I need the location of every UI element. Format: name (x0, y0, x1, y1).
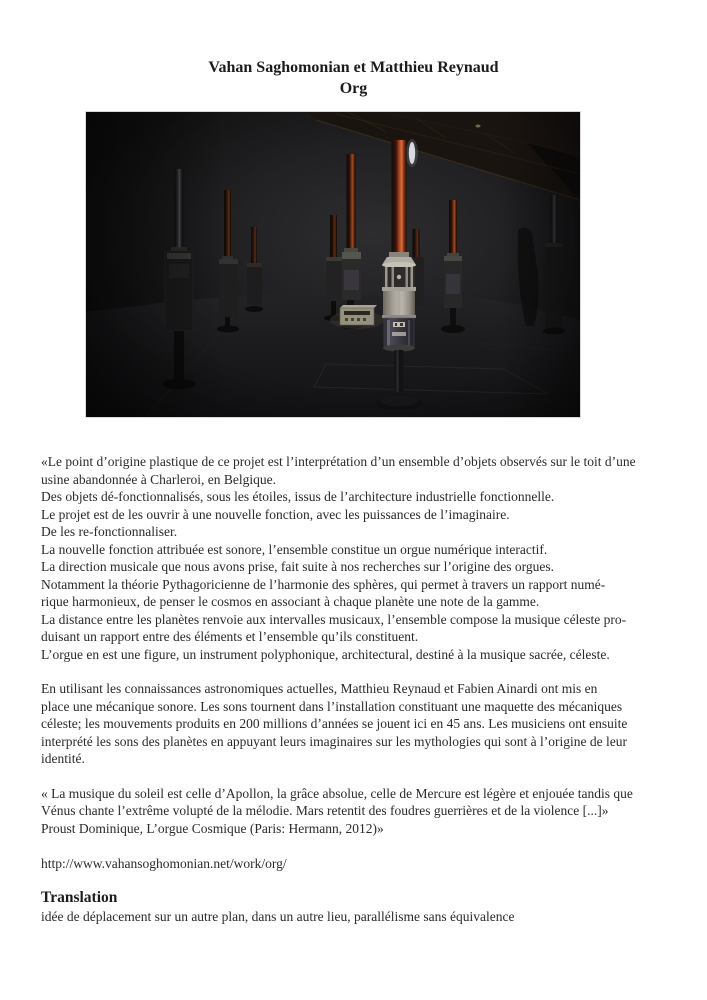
body-text-line: En utilisant les connaissances astronomiques actuelles, Matthieu Reynaud et Fabien Ainardi ont mis en (41, 681, 598, 696)
body-text-line: céleste; les mouvements produits en 200 millions d’années se jouent ici en 45 ans. Les musiciens ont ensuite (41, 716, 628, 731)
translation-text: idée de déplacement sur un autre plan, dans un autre lieu, parallélisme sans équivalence (41, 908, 515, 924)
body-text-line: La nouvelle fonction attribuée est sonore, l’ensemble constitue un orgue numérique interactif. (41, 541, 548, 557)
body-text-line: De les re-fonctionnaliser. (41, 524, 178, 539)
photo-vignette (86, 112, 580, 417)
body-text-line: place une mécanique sonore. Les sons tournent dans l’installation constituant une maquette des mécaniques (41, 698, 623, 714)
body-text-line: La distance entre les planètes renvoie aux intervalles musicaux, l’ensemble compose la musique céleste pro- (41, 611, 627, 627)
body-text-line: Notamment la théorie Pythagoricienne de l’harmonie des sphères, qui permet à travers un rapport numé- (41, 576, 606, 592)
body-text-line: L’orgue en est une figure, un instrument polyphonique, architectural, destiné à la musique sacrée, céleste. (41, 646, 610, 662)
quote-line: Proust Dominique, L’orgue Cosmique (Paris: Hermann, 2012)» (41, 820, 384, 836)
translation-heading: Translation (41, 888, 118, 906)
paragraph-project-description (41, 453, 667, 663)
body-text (41, 453, 667, 925)
title-artists: Vahan Saghomonian et Matthieu Reynaud (208, 59, 499, 76)
body-text-line: interprété les sons des planètes en appuyant leurs imaginaires sur les mythologies qui sont à l’origine de leur (41, 733, 627, 749)
body-text-line: identité. (41, 751, 85, 766)
body-text-line: rique harmonieux, de penser le cosmos en associant à chaque planète une note de la gamme. (41, 594, 540, 609)
installation-photo-svg (86, 112, 580, 417)
page-title (0, 0, 707, 99)
body-text-line: La direction musicale que nous avons prise, fait suite à nos recherches sur l’origine des orgues. (41, 559, 554, 574)
title-work: Org (339, 80, 368, 97)
installation-photo (86, 112, 580, 417)
body-text-line: Des objets dé-fonctionnalisés, sous les étoiles, issus de l’architecture industrielle fonctionnelle. (41, 489, 555, 504)
body-text-line: duisant un rapport entre des éléments et l’ensemble qu’ils constituent. (41, 629, 419, 644)
quote-line: « La musique du soleil est celle d’Apollon, la grâce absolue, celle de Mercure est légère et enjouée tandis que (41, 785, 633, 801)
body-text-line: «Le point d’origine plastique de ce projet est l’interprétation d’un ensemble d’objets observés sur le toit d’une (41, 454, 636, 469)
body-text-line: usine abandonnée à Charleroi, en Belgique. (41, 471, 277, 487)
body-text-line: Le projet est de les ouvrir à une nouvelle fonction, avec les puissances de l’imaginaire. (41, 506, 510, 522)
quote-line: Vénus chante l’extrême volupté de la mélodie. Mars retentit des foudres guerrières et de la violence [...]» (41, 803, 609, 818)
project-url-link[interactable]: http://www.vahansoghomonian.net/work/org/ (41, 856, 287, 871)
paragraph-quote (41, 785, 667, 838)
paragraph-sound-mechanics (41, 680, 667, 768)
